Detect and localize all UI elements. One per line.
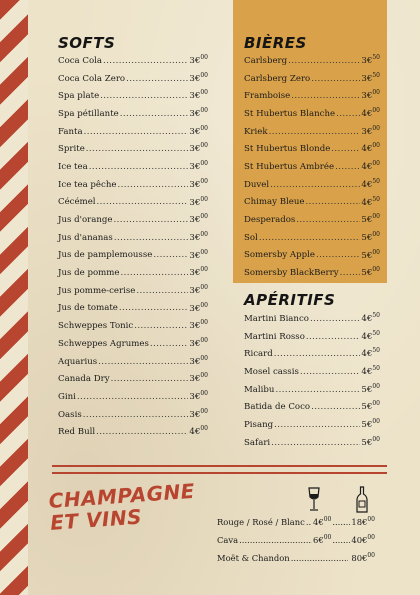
list-item	[244, 142, 380, 160]
leader-dots	[335, 162, 360, 172]
item-name: Duvel	[244, 179, 270, 190]
leader-dots	[288, 56, 360, 66]
item-price: 3€$^{50}$	[361, 71, 380, 84]
bottle-price: 40€$^{00}$	[351, 534, 375, 545]
leader-dots	[136, 286, 188, 296]
aperitifs-title: APÉRITIFS	[244, 291, 336, 309]
item-name: St Hubertus Blanche	[244, 108, 336, 119]
glass-price: 4€$^{00}$	[313, 516, 332, 527]
list-item	[244, 365, 380, 383]
item-price: 4€$^{00}$	[361, 142, 380, 155]
item-price: 4€$^{50}$	[361, 329, 380, 342]
item-name: Somersby Apple	[244, 250, 315, 261]
leader-dots	[274, 420, 360, 430]
list-item	[58, 302, 208, 320]
leader-dots	[271, 438, 360, 448]
item-price: 4€$^{50}$	[361, 195, 380, 208]
list-item	[58, 266, 208, 284]
leader-dots	[121, 268, 189, 278]
item-name: Coca Cola Zero	[58, 73, 126, 84]
list-item	[244, 125, 380, 143]
item-price: 5€$^{00}$	[361, 266, 380, 279]
divider-line	[52, 465, 387, 467]
item-price: 5€$^{00}$	[361, 418, 380, 430]
item-price: 3€$^{00}$	[189, 177, 208, 190]
item-name: Sol	[244, 232, 258, 243]
list-item	[244, 107, 380, 125]
leader-dots	[274, 349, 361, 359]
leader-dots	[77, 392, 189, 402]
list-item	[217, 552, 375, 570]
item-name: Martini Rosso	[244, 331, 305, 342]
list-item	[58, 107, 208, 125]
list-item	[58, 355, 208, 373]
list-item	[58, 408, 208, 426]
list-item	[58, 54, 208, 72]
item-price: 5€$^{00}$	[361, 230, 380, 243]
list-item	[58, 213, 208, 231]
list-item	[244, 72, 380, 90]
item-name: Gini	[58, 391, 76, 402]
list-item	[244, 312, 380, 330]
leader-dots	[84, 127, 189, 137]
leader-dots	[291, 91, 360, 101]
list-item	[58, 89, 208, 107]
item-price: 3€$^{00}$	[189, 195, 208, 208]
item-price: 3€$^{00}$	[189, 160, 208, 172]
list-item	[244, 196, 380, 214]
list-item	[58, 72, 208, 90]
item-price: 4€$^{50}$	[361, 312, 380, 324]
list-item	[58, 337, 208, 355]
decorative-stripe	[0, 0, 28, 595]
wine-bottle-icon	[355, 486, 369, 514]
item-name: Spa plate	[58, 91, 100, 102]
item-name: Kriek	[244, 126, 268, 137]
item-price: 5€$^{00}$	[361, 435, 380, 448]
leader-dots	[340, 268, 361, 278]
list-item	[244, 400, 380, 418]
item-price: 3€$^{00}$	[189, 107, 208, 119]
leader-dots	[311, 402, 360, 412]
list-item	[244, 160, 380, 178]
item-price: 3€$^{00}$	[189, 89, 208, 102]
list-item	[217, 534, 375, 552]
item-name: Batida de Coco	[244, 402, 311, 413]
champagne-title-line2: ET VINS	[49, 504, 143, 535]
leader-dots	[331, 144, 360, 154]
item-price: 5€$^{00}$	[361, 213, 380, 226]
item-name: Aquarius	[58, 356, 98, 367]
item-name: Jus de tomate	[58, 303, 118, 314]
leader-dots	[291, 553, 349, 563]
list-item	[244, 231, 380, 249]
item-name: Martini Bianco	[244, 313, 309, 324]
item-price: 3€$^{00}$	[189, 407, 208, 420]
leader-dots	[86, 144, 189, 154]
item-price: 4€$^{00}$	[189, 425, 208, 438]
leader-dots	[300, 367, 361, 377]
item-name: Red Bull	[58, 427, 96, 438]
softs-title: SOFTS	[58, 34, 116, 52]
list-item	[244, 266, 380, 284]
bieres-title: BIÈRES	[244, 34, 307, 52]
item-name: Pisang	[244, 419, 274, 430]
item-price: 3€$^{00}$	[189, 248, 208, 261]
list-item	[58, 319, 208, 337]
list-item	[58, 425, 208, 443]
item-price: 3€$^{00}$	[189, 337, 208, 349]
item-name: Moët & Chandon	[217, 552, 290, 563]
leader-dots	[97, 197, 189, 207]
item-price: 3€$^{00}$	[189, 319, 208, 332]
item-name: Safari	[244, 437, 271, 448]
leader-dots	[336, 109, 360, 119]
list-item	[58, 284, 208, 302]
list-item	[244, 54, 380, 72]
leader-dots	[111, 374, 189, 384]
list-item	[244, 347, 380, 365]
item-price: 3€$^{00}$	[361, 124, 380, 137]
leader-dots	[96, 427, 188, 437]
item-price: 4€$^{50}$	[361, 365, 380, 377]
item-name: Jus d'orange	[58, 215, 113, 226]
item-price: 5€$^{00}$	[361, 248, 380, 261]
leader-dots	[83, 410, 189, 420]
item-price: 4€$^{50}$	[361, 177, 380, 190]
item-name: Cécémel	[58, 197, 96, 208]
leader-dots	[316, 250, 360, 260]
item-price: 3€$^{00}$	[189, 54, 208, 66]
item-name: Cava	[217, 534, 239, 545]
item-name: Malibu	[244, 384, 275, 395]
item-name: Jus pomme-cerise	[58, 285, 136, 296]
list-item	[58, 372, 208, 390]
item-name: Desperados	[244, 215, 296, 226]
leader-dots	[120, 109, 189, 119]
item-price: 3€$^{00}$	[189, 230, 208, 243]
item-name: Ice tea	[58, 161, 88, 172]
list-item	[58, 125, 208, 143]
item-name: Chimay Bleue	[244, 197, 305, 208]
leader-dots	[332, 517, 350, 527]
item-name: Mosel cassis	[244, 366, 299, 377]
item-name: Schweppes Tonic	[58, 321, 134, 332]
item-name: Somersby BlackBerry	[244, 268, 339, 279]
champagne-title-line1: CHAMPAGNE	[47, 478, 196, 513]
item-name: Framboise	[244, 91, 291, 102]
leader-dots	[310, 314, 360, 324]
item-name: St Hubertus Ambrée	[244, 161, 335, 172]
leader-dots	[306, 517, 312, 527]
bottle-price: 80€$^{00}$	[351, 552, 375, 563]
item-name: Fanta	[58, 126, 83, 137]
item-name: Oasis	[58, 409, 82, 420]
item-price: 3€$^{00}$	[189, 142, 208, 155]
leader-dots	[311, 74, 360, 84]
list-item	[244, 249, 380, 267]
item-name: St Hubertus Blonde	[244, 144, 331, 155]
item-price: 4€$^{00}$	[361, 160, 380, 172]
item-price: 3€$^{50}$	[361, 54, 380, 66]
list-item	[244, 330, 380, 348]
leader-dots	[306, 332, 361, 342]
list-item	[58, 390, 208, 408]
leader-dots	[100, 91, 188, 101]
leader-dots	[239, 535, 312, 545]
item-name: Ricard	[244, 349, 273, 360]
item-name: Coca Cola	[58, 55, 103, 66]
item-price: 3€$^{00}$	[361, 89, 380, 102]
item-price: 5€$^{00}$	[361, 400, 380, 413]
list-item	[244, 418, 380, 436]
item-name: Jus de pamplemousse	[58, 250, 153, 261]
list-item	[58, 196, 208, 214]
leader-dots	[275, 385, 360, 395]
item-price: 3€$^{00}$	[189, 266, 208, 279]
list-item	[58, 249, 208, 267]
item-price: 3€$^{00}$	[189, 354, 208, 367]
item-name: Ice tea pêche	[58, 179, 117, 190]
list-item	[58, 178, 208, 196]
leader-dots	[117, 180, 188, 190]
item-price: 3€$^{00}$	[189, 372, 208, 385]
softs-list	[58, 54, 208, 443]
item-price: 3€$^{00}$	[189, 71, 208, 84]
leader-dots	[89, 162, 189, 172]
item-price: 5€$^{00}$	[361, 382, 380, 395]
leader-dots	[119, 303, 189, 313]
item-name: Schweppes Agrumes	[58, 338, 149, 349]
leader-dots	[259, 233, 361, 243]
list-item	[244, 383, 380, 401]
item-name: Sprite	[58, 144, 85, 155]
item-price: 4€$^{50}$	[361, 347, 380, 360]
list-item	[244, 436, 380, 454]
glass-price: 6€$^{00}$	[313, 534, 332, 545]
leader-dots	[153, 250, 188, 260]
item-name: Carlsberg Zero	[244, 73, 311, 84]
list-item	[58, 142, 208, 160]
leader-dots	[150, 339, 189, 349]
item-name: Spa pétillante	[58, 108, 119, 119]
leader-dots	[270, 180, 360, 190]
leader-dots	[134, 321, 188, 331]
list-item	[244, 213, 380, 231]
leader-dots	[114, 233, 189, 243]
list-item	[58, 160, 208, 178]
aperitifs-list	[244, 312, 380, 454]
item-price: 3€$^{00}$	[189, 124, 208, 137]
wine-glass-icon	[306, 486, 322, 514]
item-price: 3€$^{00}$	[189, 301, 208, 314]
item-price: 4€$^{00}$	[361, 107, 380, 119]
leader-dots	[332, 535, 350, 545]
item-name: Rouge / Rosé / Blanc	[217, 516, 305, 527]
leader-dots	[103, 56, 188, 66]
list-item	[217, 516, 375, 534]
list-item	[244, 178, 380, 196]
list-item	[58, 231, 208, 249]
leader-dots	[98, 357, 188, 367]
item-name: Carlsberg	[244, 55, 288, 66]
bieres-list	[244, 54, 380, 284]
bottle-price: 18€$^{00}$	[351, 516, 375, 527]
item-name: Canada Dry	[58, 374, 110, 385]
item-name: Jus de pomme	[58, 268, 120, 279]
leader-dots	[114, 215, 189, 225]
leader-dots	[296, 215, 360, 225]
item-price: 3€$^{00}$	[189, 390, 208, 402]
divider-line	[52, 472, 387, 474]
leader-dots	[269, 127, 361, 137]
item-price: 3€$^{00}$	[189, 213, 208, 226]
leader-dots	[306, 197, 361, 207]
item-price: 3€$^{00}$	[189, 283, 208, 296]
item-name: Jus d'ananas	[58, 232, 113, 243]
leader-dots	[126, 74, 188, 84]
list-item	[244, 89, 380, 107]
